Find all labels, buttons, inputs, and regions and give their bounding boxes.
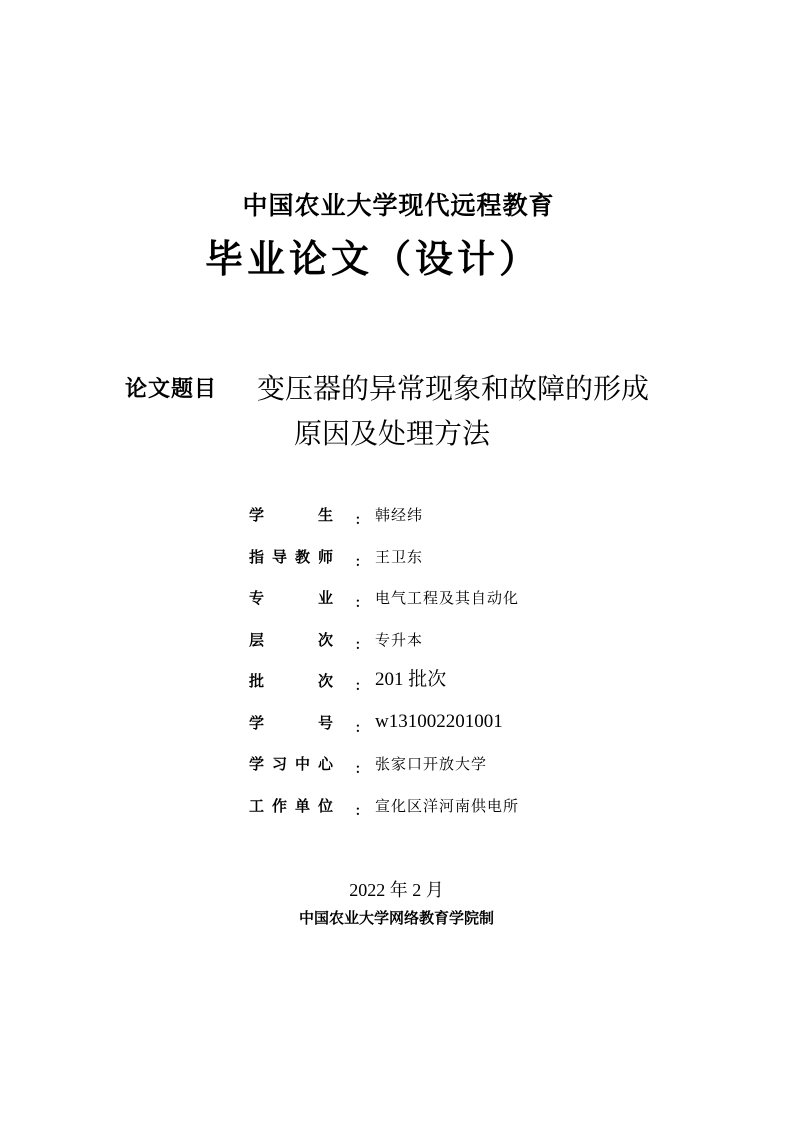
info-label bbox=[249, 712, 333, 734]
info-value: 张家口开放大学 bbox=[375, 755, 488, 773]
info-label-char: 生 bbox=[317, 506, 333, 524]
info-colon: : bbox=[355, 758, 361, 778]
info-label-char: 中 bbox=[294, 755, 310, 773]
info-row-work-unit bbox=[0, 795, 793, 825]
info-value: 专升本 bbox=[375, 631, 424, 649]
info-row-student bbox=[0, 504, 793, 534]
info-label-char: 习 bbox=[271, 755, 287, 773]
issuing-school: 中国农业大学网络教育学院制 bbox=[298, 909, 494, 927]
info-value: 电气工程及其自动化 bbox=[375, 589, 520, 607]
info-colon: : bbox=[355, 800, 361, 820]
topic-label: 论文题目 bbox=[125, 377, 218, 402]
info-label-char: 次 bbox=[317, 672, 333, 690]
topic-title-line1: 变压器的异常现象和故障的形成 bbox=[257, 372, 650, 405]
info-label-char: 位 bbox=[317, 797, 333, 815]
info-label bbox=[249, 629, 333, 651]
info-colon: : bbox=[355, 675, 361, 695]
info-colon: : bbox=[355, 717, 361, 737]
info-label-char: 学 bbox=[249, 714, 265, 732]
info-label bbox=[249, 795, 333, 817]
info-label bbox=[249, 670, 333, 692]
info-colon: : bbox=[355, 592, 361, 612]
info-row-advisor bbox=[0, 546, 793, 576]
info-row-batch bbox=[0, 670, 793, 700]
info-row-level bbox=[0, 629, 793, 659]
info-label bbox=[249, 504, 333, 526]
info-colon: : bbox=[355, 634, 361, 654]
info-label-char: 工 bbox=[249, 797, 265, 815]
info-label-char: 次 bbox=[317, 631, 333, 649]
document-type-title: 毕业论文（设计） bbox=[205, 237, 542, 281]
info-label-char: 教 bbox=[294, 548, 310, 566]
info-colon: : bbox=[355, 551, 361, 571]
info-label-char: 学 bbox=[249, 506, 265, 524]
info-value: w131002201001 bbox=[375, 711, 503, 732]
info-label-char: 学 bbox=[249, 755, 265, 773]
info-label bbox=[249, 587, 333, 609]
info-row-student-id bbox=[0, 712, 793, 742]
info-value: 201 批次 bbox=[375, 669, 447, 690]
info-label-char: 层 bbox=[249, 631, 265, 649]
info-value: 韩经纬 bbox=[375, 506, 424, 524]
institution-title: 中国农业大学现代远程教育 bbox=[242, 191, 555, 220]
info-value: 王卫东 bbox=[375, 548, 424, 566]
info-label-char: 指 bbox=[249, 548, 265, 566]
info-row-major bbox=[0, 587, 793, 617]
info-label-char: 批 bbox=[249, 672, 265, 690]
topic-title-line2: 原因及处理方法 bbox=[294, 417, 491, 450]
info-label-char: 师 bbox=[317, 548, 333, 566]
info-label bbox=[249, 546, 333, 568]
info-label-char: 专 bbox=[249, 589, 265, 607]
info-label-char: 导 bbox=[271, 548, 287, 566]
info-row-learning-center bbox=[0, 753, 793, 783]
info-label-char: 单 bbox=[294, 797, 310, 815]
info-colon: : bbox=[355, 509, 361, 529]
info-label-char: 心 bbox=[317, 755, 333, 773]
submission-date: 2022 年 2 月 bbox=[349, 880, 444, 900]
info-label-char: 号 bbox=[317, 714, 333, 732]
info-label bbox=[249, 753, 333, 775]
info-label-char: 作 bbox=[271, 797, 287, 815]
info-value: 宣化区洋河南供电所 bbox=[375, 797, 520, 815]
info-label-char: 业 bbox=[317, 589, 333, 607]
